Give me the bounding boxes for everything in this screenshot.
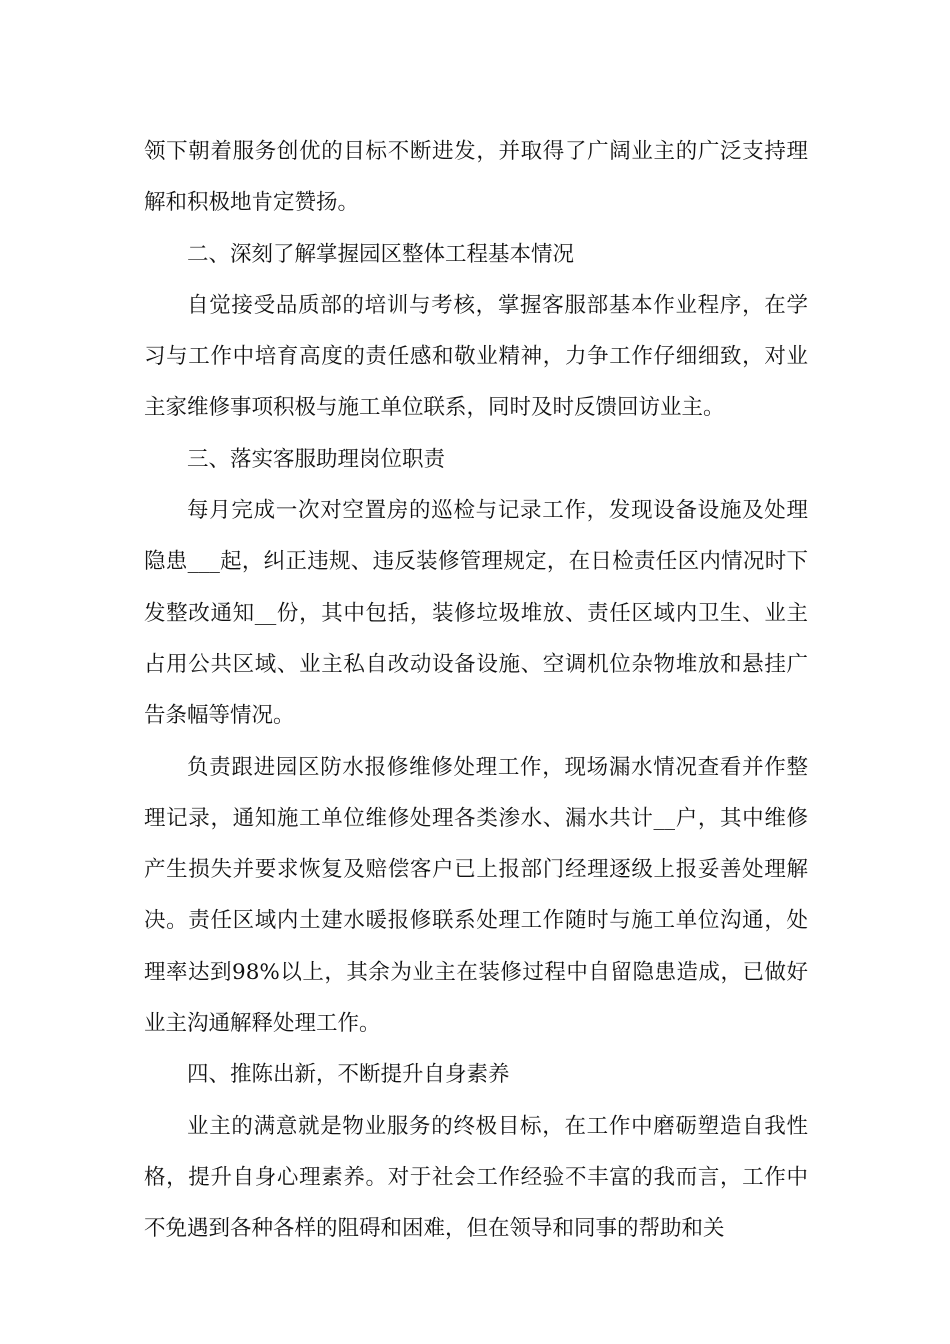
document-body	[144, 126, 808, 1255]
section-heading-3: 三、落实客服助理岗位职责	[187, 446, 446, 472]
paragraph-waterproof-repair: 负责跟进园区防水报修维修处理工作，现场漏水情况查看并作整理记录，通知施工单位维修处理各类渗水、漏水共计__户，其中维修产生损失并要求恢复及赔偿客户已上报部门经理逐级上报妥善处理解决。责任区域内土建水暖报修联系处理工作随时与施工单位沟通，处理率达到98%以上，其余为业主在装修过程中自留隐患造成，已做好业主沟通解释处理工作。	[144, 754, 808, 1037]
paragraph-self-improvement: 业主的满意就是物业服务的终极目标，在工作中磨砺塑造自我性格，提升自身心理素养。对于社会工作经验不丰富的我而言，工作中不免遇到各种各样的阻碍和困难，但在领导和同事的帮助和关	[144, 1113, 808, 1242]
paragraph-section-2: 自觉接受品质部的培训与考核，掌握客服部基本作业程序，在学习与工作中培育高度的责任感和敬业精神，力争工作仔细细致，对业主家维修事项积极与施工单位联系，同时及时反馈回访业主。	[144, 292, 808, 421]
section-heading-2: 二、深刻了解掌握园区整体工程基本情况	[187, 241, 575, 267]
paragraph-inspection: 每月完成一次对空置房的巡检与记录工作，发现设备设施及处理隐患___起，纠正违规、违反装修管理规定，在日检责任区内情况时下发整改通知__份，其中包括，装修垃圾堆放、责任区域内卫生、业主占用公共区域、业主私自改动设备设施、空调机位杂物堆放和悬挂广告条幅等情况。	[144, 498, 808, 729]
paragraph-continuation: 领下朝着服务创优的目标不断进发，并取得了广阔业主的广泛支持理解和积极地肯定赞扬。	[144, 139, 808, 216]
section-heading-4: 四、推陈出新，不断提升自身素养	[187, 1062, 510, 1088]
